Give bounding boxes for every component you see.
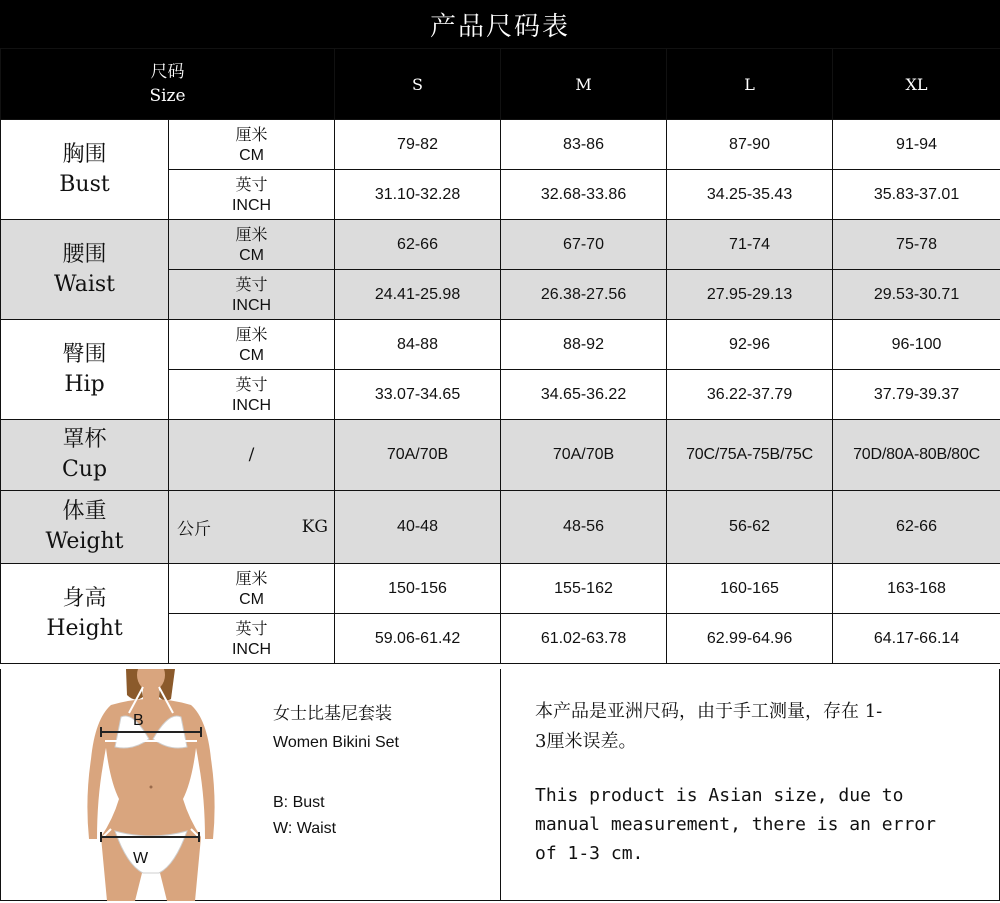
- unit-label-en: INCH: [231, 196, 272, 214]
- cup-row: [1, 420, 1000, 491]
- value-cell: 36.22-37.79: [667, 370, 833, 420]
- value-cell: 56-62: [667, 491, 833, 564]
- size-column-m: M: [501, 49, 667, 120]
- size-label-en: Size: [149, 86, 186, 106]
- size-table: [0, 48, 1000, 664]
- category-label-zh: 臀围: [62, 341, 107, 367]
- value-cell: 37.79-39.37: [833, 370, 1000, 420]
- unit-cell: [169, 320, 335, 370]
- category-label-en: Cup: [61, 457, 108, 482]
- weight-row: [1, 491, 1000, 564]
- unit-label-en: CM: [239, 246, 264, 264]
- category-label-en: Bust: [59, 171, 110, 197]
- unit-cell: [169, 370, 335, 420]
- bust-marker: B: [133, 712, 144, 729]
- value-cell: 27.95-29.13: [667, 270, 833, 320]
- unit-label-en: INCH: [231, 296, 272, 314]
- unit-label-en: CM: [239, 346, 264, 364]
- hip-cm-row: [1, 320, 1000, 370]
- value-cell: 71-74: [667, 220, 833, 270]
- unit-label-zh: 厘米: [235, 568, 268, 588]
- value-cell: 62-66: [833, 491, 1000, 564]
- category-height: [1, 564, 169, 664]
- category-label-zh: 体重: [62, 499, 107, 524]
- unit-label-zh: 英寸: [235, 274, 268, 294]
- value-cell: 67-70: [501, 220, 667, 270]
- note-en-line: manual measurement, there is an error: [535, 814, 936, 835]
- waist-cm-row: [1, 220, 1000, 270]
- value-cell: 62.99-64.96: [667, 614, 833, 664]
- table-header-row: [1, 49, 1000, 120]
- unit-label-en: KG: [301, 517, 329, 537]
- value-cell: 75-78: [833, 220, 1000, 270]
- value-cell: 84-88: [335, 320, 501, 370]
- category-label-zh: 身高: [62, 585, 107, 611]
- unit-cell: [169, 120, 335, 170]
- unit-label-en: CM: [239, 146, 264, 164]
- value-cell: 62-66: [335, 220, 501, 270]
- size-label-zh: 尺码: [150, 62, 185, 82]
- size-note: [500, 669, 1000, 901]
- value-cell: 31.10-32.28: [335, 170, 501, 220]
- category-label-zh: 罩杯: [62, 427, 107, 452]
- unit-label-zh: 英寸: [235, 174, 268, 194]
- value-cell: 24.41-25.98: [335, 270, 501, 320]
- note-zh-line: 本产品是亚洲尺码，由于手工测量，存在 1-: [535, 701, 883, 722]
- page-title: 产品尺码表: [0, 0, 1000, 48]
- category-label-zh: 腰围: [62, 241, 107, 267]
- unit-label-en: CM: [239, 590, 264, 608]
- value-cell: 70D/80A-80B/80C: [833, 420, 1000, 491]
- size-column-xl: XL: [833, 49, 1000, 120]
- legend-bust: B: Bust: [273, 794, 325, 811]
- value-cell: 96-100: [833, 320, 1000, 370]
- note-en-line: This product is Asian size, due to: [535, 785, 904, 806]
- value-cell: 34.65-36.22: [501, 370, 667, 420]
- unit-label-zh: 厘米: [235, 124, 268, 144]
- measurement-guide: [0, 669, 500, 901]
- value-cell: 61.02-63.78: [501, 614, 667, 664]
- value-cell: 163-168: [833, 564, 1000, 614]
- unit-cell: [169, 564, 335, 614]
- value-cell: 70C/75A-75B/75C: [667, 420, 833, 491]
- category-bust: [1, 120, 169, 220]
- category-label-en: Hip: [64, 371, 105, 397]
- value-cell: 35.83-37.01: [833, 170, 1000, 220]
- value-cell: 83-86: [501, 120, 667, 170]
- category-cup: [1, 420, 169, 491]
- note-zh-line: 3厘米误差。: [535, 731, 637, 752]
- size-header-cell: [1, 49, 335, 120]
- unit-label-zh: 英寸: [235, 374, 268, 394]
- value-cell: 34.25-35.43: [667, 170, 833, 220]
- value-cell: 59.06-61.42: [335, 614, 501, 664]
- unit-cell: [169, 491, 335, 564]
- unit-cell: /: [169, 420, 335, 491]
- category-waist: [1, 220, 169, 320]
- value-cell: 79-82: [335, 120, 501, 170]
- category-label-en: Height: [46, 615, 123, 641]
- value-cell: 32.68-33.86: [501, 170, 667, 220]
- value-cell: 88-92: [501, 320, 667, 370]
- value-cell: 26.38-27.56: [501, 270, 667, 320]
- unit-label-zh: 英寸: [235, 618, 268, 638]
- info-section: [0, 669, 1000, 903]
- size-column-l: L: [667, 49, 833, 120]
- legend-waist: W: Waist: [273, 820, 337, 837]
- category-label-zh: 胸围: [62, 141, 107, 167]
- category-weight: [1, 491, 169, 564]
- value-cell: 87-90: [667, 120, 833, 170]
- category-label-en: Waist: [54, 271, 115, 297]
- unit-cell: [169, 270, 335, 320]
- unit-cell: [169, 170, 335, 220]
- category-label-en: Weight: [45, 529, 124, 554]
- product-name-zh: 女士比基尼套装: [273, 704, 392, 724]
- value-cell: 155-162: [501, 564, 667, 614]
- height-cm-row: [1, 564, 1000, 614]
- unit-label-zh: 厘米: [235, 324, 268, 344]
- value-cell: 160-165: [667, 564, 833, 614]
- unit-label-en: INCH: [231, 640, 272, 658]
- unit-cell: [169, 220, 335, 270]
- value-cell: 70A/70B: [335, 420, 501, 491]
- value-cell: 92-96: [667, 320, 833, 370]
- legend: [273, 699, 399, 846]
- unit-label-zh: 公斤: [177, 519, 211, 540]
- unit-label-zh: 厘米: [235, 224, 268, 244]
- category-hip: [1, 320, 169, 420]
- size-column-s: S: [335, 49, 501, 120]
- unit-label-en: INCH: [231, 396, 272, 414]
- note-en: [535, 781, 975, 868]
- value-cell: 150-156: [335, 564, 501, 614]
- value-cell: 33.07-34.65: [335, 370, 501, 420]
- model-figure: [71, 669, 231, 901]
- value-cell: 40-48: [335, 491, 501, 564]
- note-zh: [535, 697, 975, 757]
- value-cell: 48-56: [501, 491, 667, 564]
- note-en-line: of 1-3 cm.: [535, 843, 644, 864]
- value-cell: 70A/70B: [501, 420, 667, 491]
- unit-cell: [169, 614, 335, 664]
- product-name-en: Women Bikini Set: [273, 734, 399, 751]
- waist-marker: W: [133, 850, 149, 867]
- bust-cm-row: [1, 120, 1000, 170]
- value-cell: 64.17-66.14: [833, 614, 1000, 664]
- value-cell: 29.53-30.71: [833, 270, 1000, 320]
- value-cell: 91-94: [833, 120, 1000, 170]
